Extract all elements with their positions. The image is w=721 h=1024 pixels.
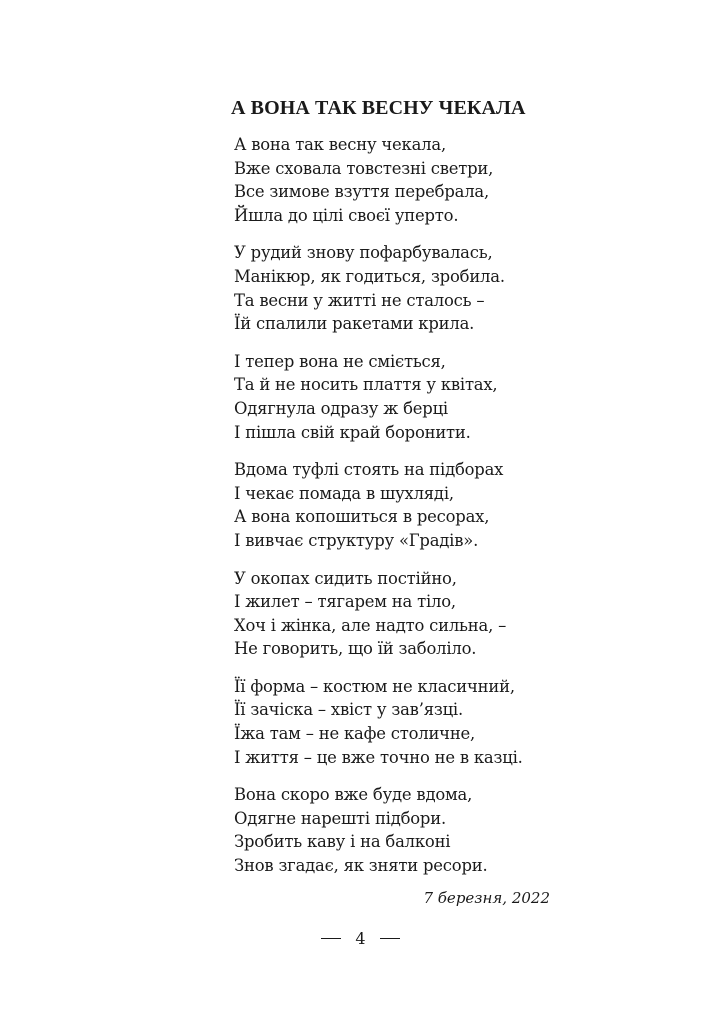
poem-line: І тепер вона не сміється, — [234, 351, 446, 371]
stanza — [234, 783, 564, 877]
poem-line: Одягнула одразу ж берці — [234, 398, 448, 418]
poem-line: Їжа там – не кафе столичне, — [234, 724, 476, 744]
poem-line: Та й не носить плаття у квітах, — [234, 375, 498, 395]
poem-line: Одягне нарешті підбори. — [234, 808, 446, 828]
poem-line: Вже сховала товстезні светри, — [234, 158, 494, 178]
poem-line: Все зимове взуття перебрала, — [234, 182, 489, 202]
page-number: 4 — [355, 929, 366, 948]
poem-line: Її форма – костюм не класичний, — [234, 676, 515, 696]
poem-line: А вона копошиться в ресорах, — [234, 507, 490, 527]
poem-line: І жилет – тягарем на тіло, — [234, 592, 456, 612]
stanza — [234, 458, 564, 552]
stanza — [234, 133, 564, 227]
poem-line: Вдома туфлі стоять на підборах — [234, 460, 504, 480]
poem-line: І чекає помада в шухляді, — [234, 483, 454, 503]
page-number-dash-left — [321, 938, 341, 939]
poem-line: Манікюр, як годиться, зробила. — [234, 266, 505, 286]
poem-line: Хоч і жінка, але надто сильна, – — [234, 615, 507, 635]
poem-title: А ВОНА ТАК ВЕСНУ ЧЕКАЛА — [231, 97, 526, 119]
poem-date: 7 березня, 2022 — [423, 889, 550, 907]
page-footer — [0, 928, 721, 950]
poem-line: І пішла свій край боронити. — [234, 422, 471, 442]
stanza — [234, 567, 564, 661]
poem-line: У окопах сидить постійно, — [234, 568, 457, 588]
poem-line: У рудий знову пофарбувалась, — [234, 243, 493, 263]
poem-line: Її зачіска – хвіст у зав’язці. — [234, 700, 463, 720]
poem-line: Йшла до цілі своєї уперто. — [234, 205, 459, 225]
poem-line: Вона скоро вже буде вдома, — [234, 785, 473, 805]
poem-line: Зробить каву і на балконі — [234, 832, 451, 852]
poem-line: Їй спалили ракетами крила. — [234, 314, 475, 334]
poem-line: І життя – це вже точно не в казці. — [234, 747, 523, 767]
poem-line: І вивчає структуру «Градів». — [234, 530, 479, 550]
poem-line: Знов згадає, як зняти ресори. — [234, 856, 488, 876]
poem-body — [234, 133, 564, 892]
stanza — [234, 350, 564, 444]
stanza — [234, 241, 564, 335]
poem-line: Та весни у житті не сталось – — [234, 290, 485, 310]
poem-line: А вона так весну чекала, — [234, 135, 446, 154]
stanza — [234, 675, 564, 769]
page-number-dash-right — [380, 938, 400, 939]
poem-line: Не говорить, що їй заболіло. — [234, 639, 477, 659]
